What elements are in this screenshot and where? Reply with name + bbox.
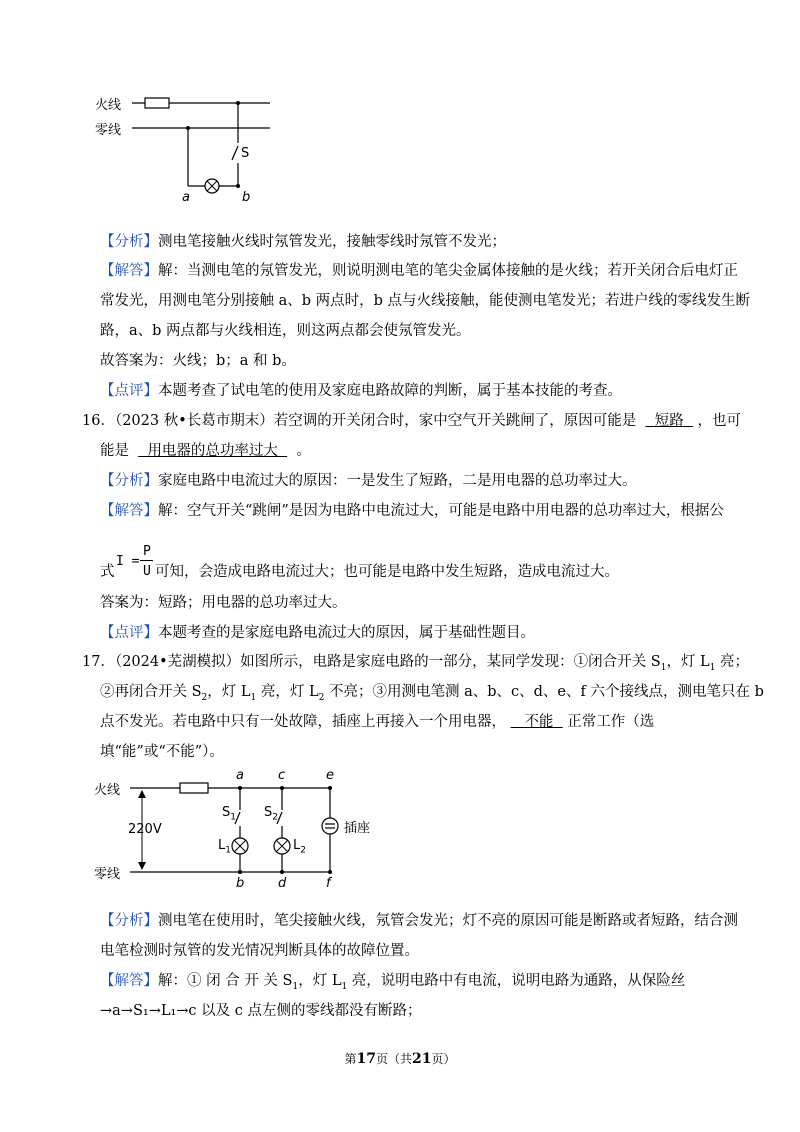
point-a-label: a: [236, 768, 244, 783]
subscript: 2: [201, 692, 208, 703]
subscript: 1: [341, 981, 348, 992]
footer-text: 页）: [431, 1052, 456, 1066]
q16-answer-line-1: [100, 500, 740, 522]
q17-question-line-4: 填“能”或“不能”）。: [100, 744, 224, 760]
comment-tag: 【点评】: [100, 383, 158, 399]
analysis-text: 测电笔在使用时，笔尖接触火线，氖管会发光；灯不亮的原因可能是断路或者短路，结合测: [158, 913, 738, 929]
footer-text: 第: [344, 1052, 357, 1066]
current-page-number: 17: [356, 1051, 376, 1067]
question-text: 点不发光。若电路中只有一处故障，插座上再接入一个用电器，: [100, 714, 506, 730]
analysis-text: 家庭电路中电流过大的原因：一是发生了短路，二是用电器的总功率过大。: [158, 473, 637, 489]
point-b-label: b: [236, 876, 245, 891]
q17-question-line-2: [100, 681, 764, 709]
answer-tag: 【解答】: [100, 503, 158, 519]
answer-text: ，灯 L: [298, 973, 342, 989]
question-text: （2023 秋•长葛市期末）若空调的开关闭合时，家中空气开关跳闸了，原因可能是: [114, 413, 637, 429]
comment-text: 本题考查的是家庭电路电流过大的原因，属于基础性题目。: [158, 625, 535, 641]
q16-final-answer: 答案为：短路；用电器的总功率过大。: [100, 595, 347, 611]
page-footer: [0, 1050, 800, 1067]
q17-answer-line-1: [100, 970, 740, 998]
analysis-tag: 【分析】: [100, 913, 158, 929]
analysis-tag: 【分析】: [100, 234, 158, 250]
q16-question-line-2: [100, 440, 740, 462]
zero-wire-label: 零线: [94, 867, 121, 882]
question-text: 不亮；③用测电笔测 a、b、c、d、e、f 六个接线点，测电笔只在 b: [324, 684, 764, 700]
answer-text: 可知，会造成电路电流过大；也可能是电路中发生短路，造成电流过大。: [155, 564, 619, 580]
switch-s2-label: $S_2$: [264, 805, 278, 823]
q15-final-answer: 故答案为：火线；b；a 和 b。: [100, 353, 296, 369]
q16-question-line-1: [82, 410, 742, 432]
analysis-text: 测电笔接触火线时氖管发光，接触零线时氖管不发光；: [158, 234, 506, 250]
lamp-l2-label: $L_2$: [293, 838, 306, 856]
q17-question-line-1: [82, 651, 750, 679]
answer-tag: 【解答】: [100, 973, 158, 989]
q17-answer-line-2: →a→S₁→L₁→c 以及 c 点左侧的零线都没有断路；: [100, 1003, 422, 1019]
comment-tag: 【点评】: [100, 625, 158, 641]
q16-comment: [100, 622, 740, 644]
q15-answer-line-1: [100, 260, 740, 282]
subscript: 1: [250, 692, 257, 703]
voltage-label: 220V: [128, 822, 162, 837]
answer-text: 亮，说明电路中有电流，说明电路为通路，从保险丝: [347, 973, 686, 989]
blank-1-text: 短路: [654, 413, 684, 429]
socket-label: 插座: [344, 821, 371, 836]
answer-text: 解：① 闭 合 开 关 S: [158, 973, 293, 989]
q15-comment: [100, 380, 740, 402]
lamp-l1-label: $L_1$: [218, 838, 231, 856]
blank-2-text: 用电器的总功率过大: [147, 443, 278, 459]
answer-blank-2: [138, 443, 287, 459]
answer-text: 解：空气开关“跳闸”是因为电路中电流过大，可能是电路中用电器的总功率过大，根据公: [158, 503, 724, 519]
q17-analysis-line-2: 电笔检测时氖管的发光情况判断具体的故障位置。: [100, 943, 419, 959]
analysis-tag: 【分析】: [100, 473, 158, 489]
comment-text: 本题考查了试电笔的使用及家庭电路故障的判断，属于基本技能的考查。: [158, 383, 622, 399]
fire-wire-label: 火线: [95, 98, 122, 113]
subscript: 1: [660, 662, 667, 673]
switch-s-label: S: [241, 146, 250, 161]
question-text: ，灯 L: [666, 654, 710, 670]
point-e-label: e: [326, 768, 334, 783]
question-text-tail: ，也可: [697, 413, 742, 429]
point-c-label: c: [278, 768, 286, 783]
point-a-label: a: [182, 190, 190, 205]
subscript: 1: [292, 981, 299, 992]
question-text: ②再闭合开关 S: [100, 684, 202, 700]
point-f-label: f: [326, 876, 331, 891]
point-d-label: d: [278, 876, 287, 891]
question-text: 亮；: [715, 654, 750, 670]
q15-answer-line-2: 常发光，用测电笔分别接触 a、b 两点时，b 点与火线接触，能使测电笔发光；若进户线的零线发生断: [100, 293, 751, 309]
formula-numerator: P: [143, 544, 151, 559]
question-number: 16．: [82, 413, 115, 429]
figure-2-circuit: [90, 768, 390, 896]
question-text-tail: 。: [296, 443, 311, 459]
q16-answer-line-2: [100, 540, 740, 584]
question-text: 正常工作（选: [567, 714, 655, 730]
figure-1-circuit: [90, 88, 290, 213]
question-text: ，灯 L: [207, 684, 251, 700]
q17-analysis-line-1: [100, 910, 740, 932]
answer-blank-1: [645, 413, 692, 429]
q16-analysis: [100, 470, 740, 492]
formula-prefix: 式: [100, 564, 115, 580]
question-number: 17．: [82, 654, 115, 670]
subscript: 1: [709, 662, 716, 673]
question-text: 亮，灯 L: [256, 684, 319, 700]
switch-s1-label: $S_1$: [222, 805, 236, 823]
answer-text: 解：当测电笔的氖管发光，则说明测电笔的笔尖金属体接触的是火线；若开关闭合后电灯正: [158, 263, 738, 279]
q17-question-line-3: [100, 711, 740, 733]
question-text: （2024•芜湖模拟）如图所示，电路是家庭电路的一部分，某同学发现：①闭合开关 S: [114, 654, 661, 670]
formula-i: I =: [116, 554, 140, 569]
answer-tag: 【解答】: [100, 263, 158, 279]
question-text: 能是: [100, 443, 129, 459]
blank-text: 不能: [524, 714, 554, 730]
footer-text: 页（共: [375, 1052, 412, 1066]
zero-wire-label: 零线: [95, 123, 122, 138]
answer-blank: [511, 714, 563, 730]
total-page-number: 21: [412, 1051, 432, 1067]
fire-wire-label: 火线: [94, 783, 121, 798]
q15-analysis: [100, 231, 740, 253]
point-b-label: b: [242, 190, 251, 205]
subscript: 2: [318, 692, 325, 703]
formula-denominator: U: [143, 564, 151, 579]
q15-answer-line-3: 路，a、b 两点都与火线相连，则这两点都会使氖管发光。: [100, 323, 471, 339]
